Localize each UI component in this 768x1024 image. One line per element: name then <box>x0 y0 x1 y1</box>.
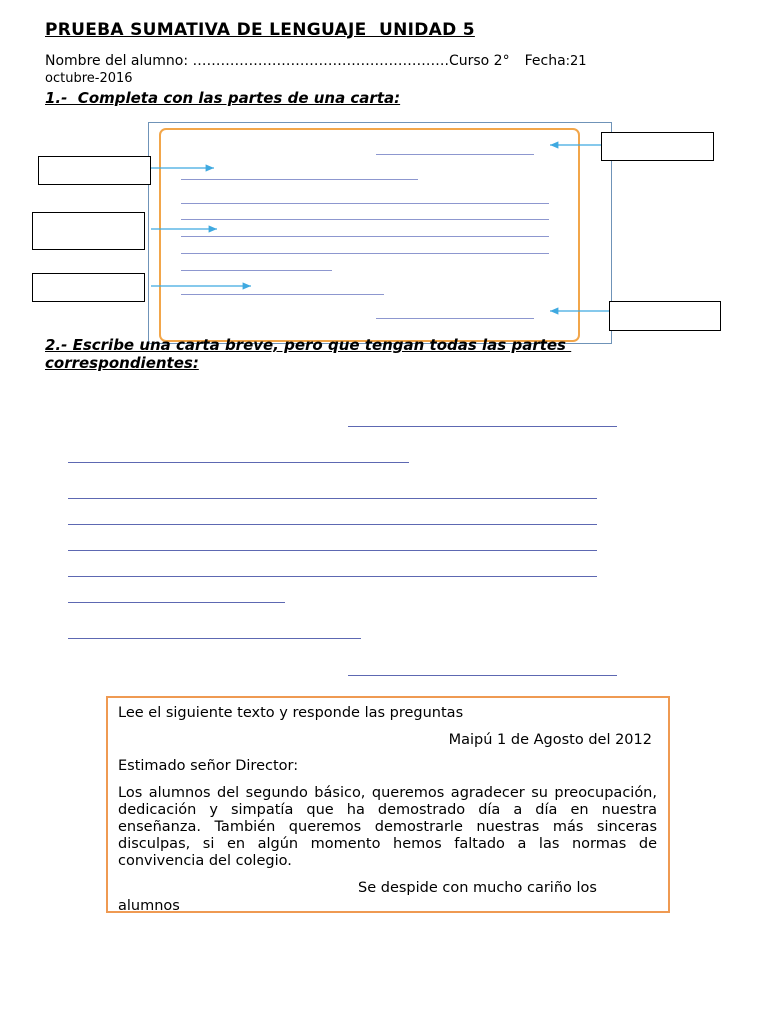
answer-box-place-date[interactable] <box>601 132 714 161</box>
name-label: Nombre del alumno <box>45 53 184 69</box>
writing-line-signature[interactable] <box>348 675 617 676</box>
writing-line-place-date[interactable] <box>348 426 617 427</box>
writing-line-body[interactable] <box>68 602 285 603</box>
writing-line-closing[interactable] <box>68 638 361 639</box>
question-2-heading-line-1: 2.- Escribe una carta breve, pero que tengan todas las partes <box>45 336 572 354</box>
reading-letter-date: Maipú 1 de Agosto del 2012 <box>448 732 652 748</box>
answer-box-greeting[interactable] <box>38 156 151 185</box>
reading-letter-closing: Se despide con mucho cariño los <box>358 880 597 896</box>
writing-line-body[interactable] <box>68 524 597 525</box>
question-1-heading: 1.- Completa con las partes de una carta: <box>45 89 401 107</box>
answer-box-signature[interactable] <box>609 301 721 331</box>
answer-box-closing[interactable] <box>32 273 145 302</box>
course-label: Curso 2° <box>448 53 510 69</box>
date-label: Fecha <box>524 53 566 69</box>
page-title: PRUEBA SUMATIVA DE LENGUAJE UNIDAD 5 <box>45 20 475 40</box>
name-fill-dots[interactable]: : ………………………………………………. <box>183 53 449 69</box>
writing-line-greeting[interactable] <box>68 462 409 463</box>
reading-letter-signature: alumnos <box>118 898 180 913</box>
question-2-heading-line-2: correspondientes: <box>45 354 199 372</box>
reading-letter-body: Los alumnos del segundo básico, queremos agradecer su preocupación, dedicación y simpatía que ha demostrado día a día en nuestra enseñanza. También queremos demostrarle nuestras más sinceras disculpas, si en algún momento hemos faltado a las normas de convivencia del colegio. <box>118 785 657 869</box>
reading-letter-greeting: Estimado señor Director: <box>118 758 299 774</box>
date-value: :21 <box>565 54 587 69</box>
reading-text-box <box>106 696 670 913</box>
writing-line-body[interactable] <box>68 550 597 551</box>
date-value-continued: octubre-2016 <box>45 71 133 86</box>
writing-line-body[interactable] <box>68 576 597 577</box>
answer-box-body[interactable] <box>32 212 145 250</box>
writing-line-body[interactable] <box>68 498 597 499</box>
reading-instruction: Lee el siguiente texto y responde las preguntas <box>118 705 464 721</box>
